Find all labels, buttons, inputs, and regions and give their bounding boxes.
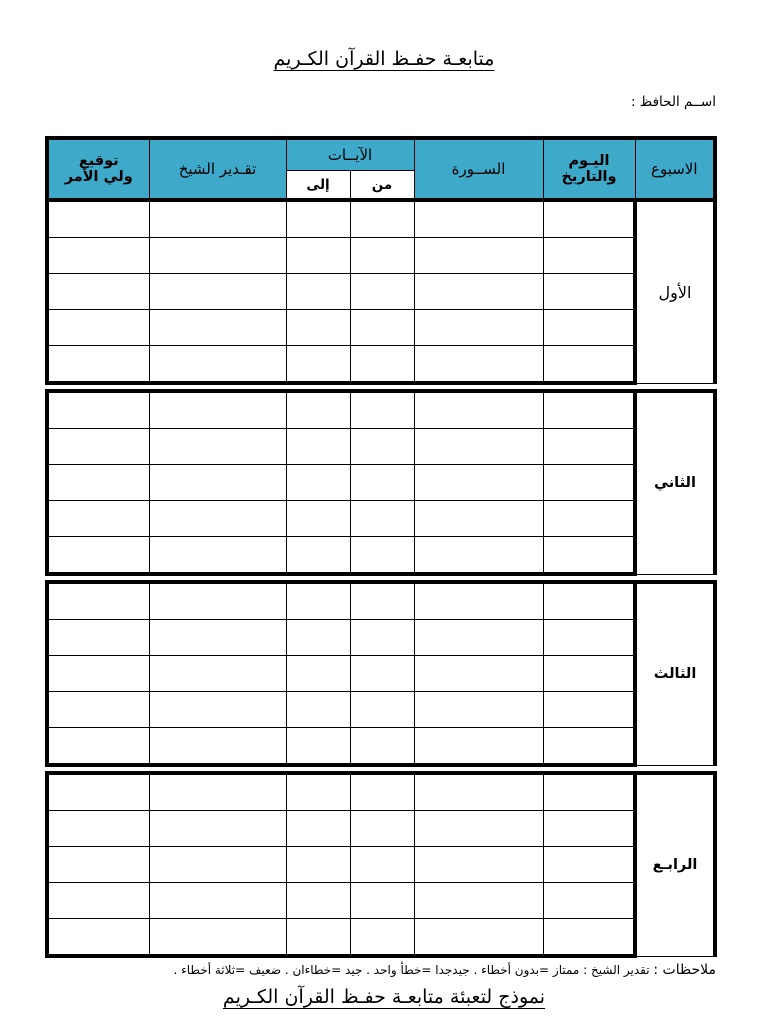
day-date-cell[interactable]	[543, 811, 635, 847]
guardian-signature-cell[interactable]	[47, 429, 149, 465]
table-row	[47, 919, 715, 957]
sheikh-rating-cell[interactable]	[149, 346, 286, 384]
guardian-signature-cell[interactable]	[47, 274, 149, 310]
sheikh-rating-cell[interactable]	[149, 883, 286, 919]
table-row	[47, 847, 715, 883]
guardian-signature-cell[interactable]	[47, 847, 149, 883]
header-verses-from: من	[350, 171, 414, 201]
verse-to-cell[interactable]	[286, 391, 350, 429]
day-date-cell[interactable]	[543, 429, 635, 465]
sheikh-rating-cell[interactable]	[149, 310, 286, 346]
table-row	[47, 582, 715, 620]
verse-to-cell[interactable]	[286, 537, 350, 575]
guardian-signature-cell[interactable]	[47, 692, 149, 728]
week-label: الثالث	[635, 582, 715, 765]
guardian-signature-cell[interactable]	[47, 811, 149, 847]
guardian-signature-cell[interactable]	[47, 620, 149, 656]
guardian-signature-cell[interactable]	[47, 501, 149, 537]
sheikh-rating-cell[interactable]	[149, 620, 286, 656]
header-day-date: اليـوم والتاريخ	[543, 138, 635, 200]
guardian-signature-cell[interactable]	[47, 919, 149, 957]
table-row	[47, 274, 715, 310]
verse-from-cell[interactable]	[350, 656, 414, 692]
verse-from-cell[interactable]	[350, 200, 414, 238]
guardian-signature-cell[interactable]	[47, 728, 149, 766]
surah-cell[interactable]	[414, 238, 543, 274]
day-date-cell[interactable]	[543, 883, 635, 919]
table-row	[47, 200, 715, 238]
surah-cell[interactable]	[414, 537, 543, 575]
table-row	[47, 773, 715, 811]
header-guardian-signature: توقيع ولي الأمر	[47, 138, 149, 200]
header-sheikh-rating: تقـدير الشيخ	[149, 138, 286, 200]
sheikh-rating-cell[interactable]	[149, 773, 286, 811]
surah-cell[interactable]	[414, 200, 543, 238]
day-date-cell[interactable]	[543, 656, 635, 692]
sheikh-rating-cell[interactable]	[149, 728, 286, 766]
surah-cell[interactable]	[414, 465, 543, 501]
surah-cell[interactable]	[414, 620, 543, 656]
memorizer-name-label: اســم الحافظ :	[630, 94, 716, 110]
day-date-cell[interactable]	[543, 346, 635, 384]
verse-to-cell[interactable]	[286, 582, 350, 620]
surah-cell[interactable]	[414, 310, 543, 346]
surah-cell[interactable]	[414, 692, 543, 728]
table-row	[47, 429, 715, 465]
verse-from-cell[interactable]	[350, 346, 414, 384]
sheikh-rating-cell[interactable]	[149, 465, 286, 501]
guardian-signature-cell[interactable]	[47, 391, 149, 429]
verse-to-cell[interactable]	[286, 465, 350, 501]
table-row	[47, 656, 715, 692]
surah-cell[interactable]	[414, 883, 543, 919]
week-separator	[47, 574, 715, 582]
table-row	[47, 391, 715, 429]
notes-label: ملاحظات :	[653, 962, 716, 978]
table-row	[47, 883, 715, 919]
verse-from-cell[interactable]	[350, 847, 414, 883]
day-date-cell[interactable]	[543, 582, 635, 620]
notes-text: تقدير الشيخ : ممتاز =بدون أخطاء . جيدجدا =خطأ واحد . جيد =خطاءان . ضعيف =ثلاثة أخطاء .	[173, 963, 650, 977]
day-date-cell[interactable]	[543, 501, 635, 537]
sheikh-rating-cell[interactable]	[149, 919, 286, 957]
guardian-signature-cell[interactable]	[47, 656, 149, 692]
verse-to-cell[interactable]	[286, 274, 350, 310]
surah-cell[interactable]	[414, 274, 543, 310]
sheikh-rating-cell[interactable]	[149, 656, 286, 692]
sheikh-rating-cell[interactable]	[149, 582, 286, 620]
table-row	[47, 620, 715, 656]
surah-cell[interactable]	[414, 847, 543, 883]
verse-from-cell[interactable]	[350, 692, 414, 728]
verse-to-cell[interactable]	[286, 919, 350, 957]
guardian-signature-cell[interactable]	[47, 537, 149, 575]
verse-from-cell[interactable]	[350, 537, 414, 575]
header-verses: الآيــات	[286, 138, 414, 171]
guardian-signature-cell[interactable]	[47, 310, 149, 346]
day-date-cell[interactable]	[543, 773, 635, 811]
day-date-cell[interactable]	[543, 537, 635, 575]
verse-to-cell[interactable]	[286, 728, 350, 766]
surah-cell[interactable]	[414, 919, 543, 957]
table-row	[47, 537, 715, 575]
sheikh-rating-cell[interactable]	[149, 847, 286, 883]
table-row	[47, 310, 715, 346]
table-row	[47, 465, 715, 501]
day-date-cell[interactable]	[543, 847, 635, 883]
verse-to-cell[interactable]	[286, 847, 350, 883]
surah-cell[interactable]	[414, 501, 543, 537]
week-label: الرابـع	[635, 773, 715, 956]
header-verses-to: إلى	[286, 171, 350, 201]
verse-to-cell[interactable]	[286, 501, 350, 537]
verse-to-cell[interactable]	[286, 692, 350, 728]
table-row	[47, 501, 715, 537]
guardian-signature-cell[interactable]	[47, 883, 149, 919]
notes	[174, 962, 717, 978]
verse-to-cell[interactable]	[286, 883, 350, 919]
verse-from-cell[interactable]	[350, 274, 414, 310]
day-date-cell[interactable]	[543, 391, 635, 429]
verse-from-cell[interactable]	[350, 501, 414, 537]
verse-from-cell[interactable]	[350, 238, 414, 274]
surah-cell[interactable]	[414, 728, 543, 766]
guardian-signature-cell[interactable]	[47, 582, 149, 620]
guardian-signature-cell[interactable]	[47, 238, 149, 274]
day-date-cell[interactable]	[543, 238, 635, 274]
header-surah: الســورة	[414, 138, 543, 200]
sheikh-rating-cell[interactable]	[149, 200, 286, 238]
surah-cell[interactable]	[414, 429, 543, 465]
verse-to-cell[interactable]	[286, 238, 350, 274]
surah-cell[interactable]	[414, 582, 543, 620]
verse-from-cell[interactable]	[350, 582, 414, 620]
day-date-cell[interactable]	[543, 919, 635, 957]
week-separator	[47, 383, 715, 391]
verse-to-cell[interactable]	[286, 200, 350, 238]
sheikh-rating-cell[interactable]	[149, 238, 286, 274]
sheikh-rating-cell[interactable]	[149, 274, 286, 310]
verse-to-cell[interactable]	[286, 346, 350, 384]
week-label: الأول	[635, 200, 715, 383]
verse-from-cell[interactable]	[350, 811, 414, 847]
sheikh-rating-cell[interactable]	[149, 391, 286, 429]
verse-from-cell[interactable]	[350, 773, 414, 811]
week-label: الثاني	[635, 391, 715, 574]
sheikh-rating-cell[interactable]	[149, 537, 286, 575]
verse-from-cell[interactable]	[350, 620, 414, 656]
verse-to-cell[interactable]	[286, 310, 350, 346]
day-date-cell[interactable]	[543, 274, 635, 310]
verse-from-cell[interactable]	[350, 919, 414, 957]
memorization-table	[45, 136, 717, 958]
sheikh-rating-cell[interactable]	[149, 429, 286, 465]
table-row	[47, 692, 715, 728]
guardian-signature-cell[interactable]	[47, 200, 149, 238]
table-row	[47, 346, 715, 384]
verse-from-cell[interactable]	[350, 728, 414, 766]
table-row	[47, 728, 715, 766]
sheikh-rating-cell[interactable]	[149, 811, 286, 847]
guardian-signature-cell[interactable]	[47, 465, 149, 501]
footer-title: نموذج لتعبئة متابعـة حفـظ القرآن الكـريم	[222, 986, 546, 1008]
surah-cell[interactable]	[414, 391, 543, 429]
table-row	[47, 811, 715, 847]
surah-cell[interactable]	[414, 346, 543, 384]
sheikh-rating-cell[interactable]	[149, 501, 286, 537]
table-row	[47, 238, 715, 274]
day-date-cell[interactable]	[543, 728, 635, 766]
week-separator	[47, 765, 715, 773]
day-date-cell[interactable]	[543, 620, 635, 656]
guardian-signature-cell[interactable]	[47, 773, 149, 811]
surah-cell[interactable]	[414, 811, 543, 847]
verse-from-cell[interactable]	[350, 391, 414, 429]
guardian-signature-cell[interactable]	[47, 346, 149, 384]
page-title: متابعـة حفـظ القرآن الكـريم	[273, 48, 495, 70]
surah-cell[interactable]	[414, 656, 543, 692]
verse-to-cell[interactable]	[286, 429, 350, 465]
day-date-cell[interactable]	[543, 200, 635, 238]
header-week: الاسبوع	[635, 138, 715, 200]
sheikh-rating-cell[interactable]	[149, 692, 286, 728]
verse-to-cell[interactable]	[286, 656, 350, 692]
verse-from-cell[interactable]	[350, 429, 414, 465]
verse-from-cell[interactable]	[350, 883, 414, 919]
day-date-cell[interactable]	[543, 692, 635, 728]
verse-to-cell[interactable]	[286, 773, 350, 811]
surah-cell[interactable]	[414, 773, 543, 811]
day-date-cell[interactable]	[543, 310, 635, 346]
verse-to-cell[interactable]	[286, 620, 350, 656]
table-body	[47, 200, 715, 956]
verse-from-cell[interactable]	[350, 465, 414, 501]
day-date-cell[interactable]	[543, 465, 635, 501]
verse-to-cell[interactable]	[286, 811, 350, 847]
verse-from-cell[interactable]	[350, 310, 414, 346]
